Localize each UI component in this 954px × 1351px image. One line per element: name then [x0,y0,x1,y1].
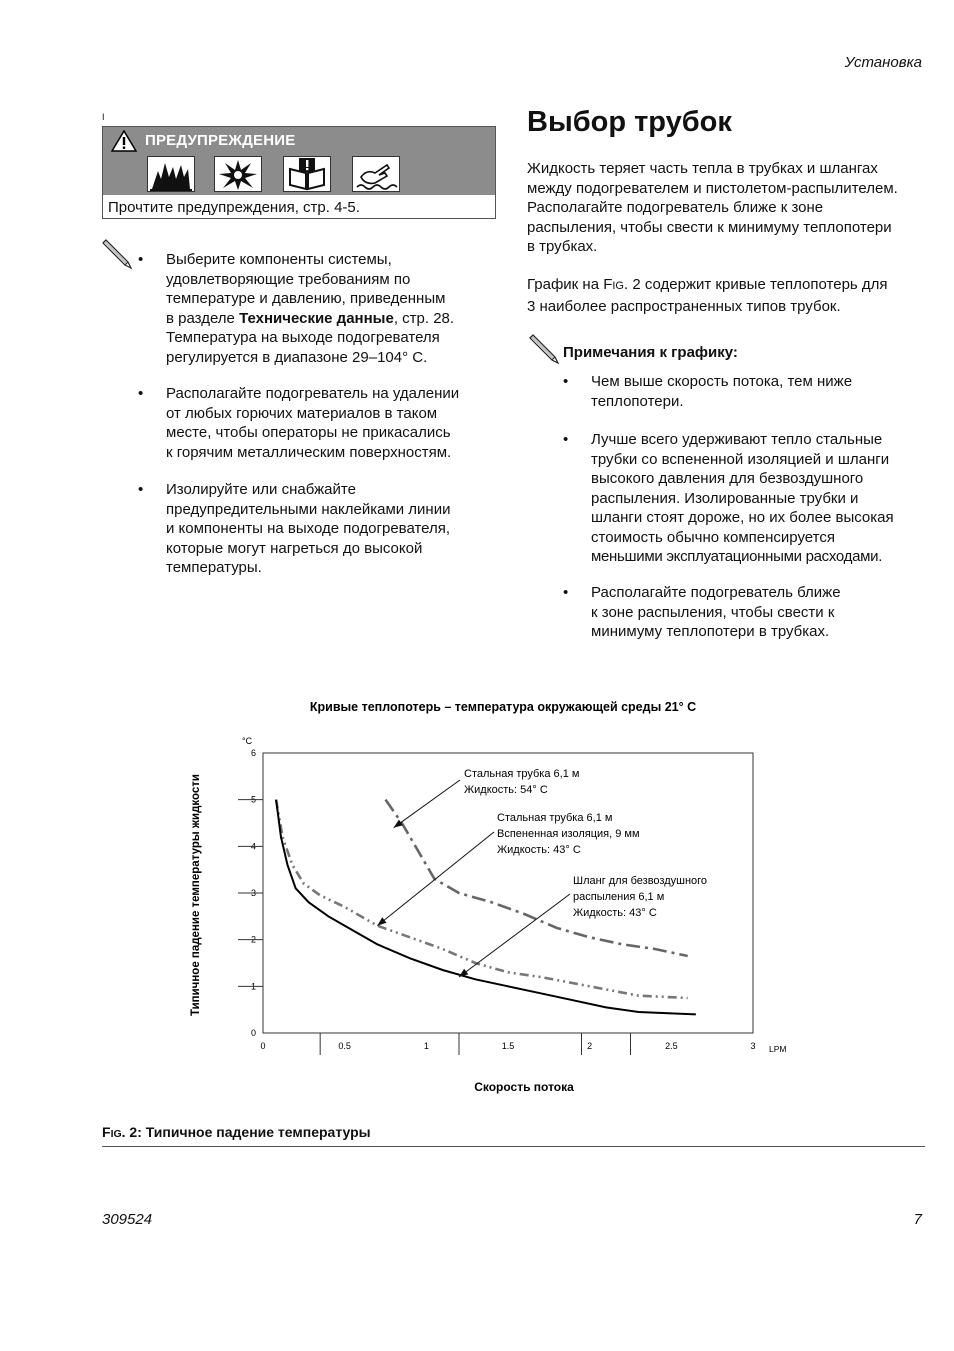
text-line: распыления, чтобы свести к минимуму теплопотери [527,218,892,236]
arrowhead [377,917,386,925]
text-line: Изолируйте или снабжайте [166,481,356,498]
read-manual-icon [283,156,331,192]
intro-paragraph [527,159,898,257]
graph-ref-paragraph [527,275,888,316]
text-line: Жидкость теряет часть тепла в трубках и шлангах [527,160,878,177]
y-axis-label: Типичное падение температуры жидкости [190,774,202,1016]
text-line: удовлетворяющие требованиям по [166,270,411,288]
x-tick-label: 1 [423,1041,429,1051]
annotation-text: Вспененная изоляция, 9 мм [497,828,640,840]
text-line: шланги стоят дороже, но их более высокая [591,509,894,526]
figure-caption: FIG. 2: Типичное падение температуры [102,1124,371,1140]
x-tick-label: 1.5 [501,1041,515,1051]
page-number: 7 [913,1211,922,1228]
y-tick-label: 6 [250,748,256,758]
bullet: • [563,431,569,448]
text-line: и компоненты на выходе подогревателя, [166,520,451,537]
y-tick-label: 4 [250,841,256,852]
warning-title: ПРЕДУПРЕЖДЕНИЕ [145,132,296,149]
text-line: температуры. [166,559,262,576]
text-line: Лучше всего удерживают тепло стальные [591,431,883,448]
text-line: к горячим металлическим поверхностям. [166,443,452,461]
explosion-hazard-icon [214,156,262,192]
x-unit-label: LPM [769,1044,787,1054]
text-line: регулируется в диапазоне 29–104° C. [166,348,428,366]
bullet: • [563,584,569,601]
annotation-text: Стальная трубка 6,1 м [464,768,580,780]
text-line: к зоне распыления, чтобы свести к [591,603,835,621]
text-line: Выберите компоненты системы, [166,251,392,268]
text-line: в разделе Технические данные, стр. 28. [166,309,455,327]
annotation-arrow [394,780,460,828]
text-line: Располагайте подогреватель ближе к зоне [527,199,824,216]
text-line: распыления. Изолированные трубки и [591,489,859,507]
text-line: температуре и давлению, приведенным [166,290,446,307]
bullet: • [138,385,144,402]
doc-number: 309524 [102,1211,153,1228]
section-label: Установка [844,54,922,71]
text-line: между подогревателем и пистолетом-распылителем. [527,179,898,197]
annotation-arrow [377,832,494,926]
arrowhead [394,820,403,828]
y-tick-label: 2 [250,934,256,945]
annotation-text: Жидкость: 43° C [497,844,581,856]
text-line: Располагайте подогреватель на удалении [166,385,460,402]
fire-hazard-icon [147,156,195,192]
pencil-note-icon [527,332,561,366]
list-item [591,583,841,642]
text-line: Температура на выходе подогревателя [166,329,440,346]
warning-triangle-icon [111,130,137,152]
list-item [591,372,852,411]
warning-text: Прочтите предупреждения, стр. 4-5. [108,199,360,216]
annotation-text: Жидкость: 43° C [573,907,657,919]
text-line: предупредительными наклейками линии [166,500,451,518]
y-tick-label: 3 [250,888,256,898]
bullet: • [138,251,144,268]
annotation-text: Стальная трубка 6,1 м [497,812,613,824]
text-line: высокого давления для безвоздушного [591,470,864,487]
warning-box [102,126,496,219]
x-tick-label: 2 [587,1041,593,1051]
y-tick-label: 5 [250,794,256,805]
change-bar-mark: I [102,112,105,122]
text-line: трубки со вспененной изоляцией и шланги [591,450,890,468]
chart-title: Кривые теплопотерь – температура окружающей среды 21° C [309,700,697,714]
annotation-text: распыления 6,1 м [573,891,665,903]
pencil-note-icon [100,237,134,271]
heat-loss-chart [0,680,954,1100]
x-tick-label: 3 [750,1041,756,1051]
text-line: стоимость обычно компенсируется [591,528,835,546]
text-line: в трубках. [527,238,598,255]
bullet: • [563,373,569,390]
text-line: График на FIG. 2 содержит кривые теплопотерь для [527,276,888,293]
x-axis-label: Скорость потока [474,1080,574,1094]
annotation-arrow [459,894,570,977]
page-title: Выбор трубок [527,106,732,138]
list-item [166,480,450,578]
list-item [166,250,454,367]
text-line: теплопотери. [591,392,684,410]
text-line: минимуму теплопотери в трубках. [591,623,830,640]
text-line: Располагайте подогреватель ближе [591,584,841,601]
list-item [591,430,894,567]
y-tick-label: 1 [250,981,256,992]
x-tick-label: 0.5 [338,1041,351,1051]
text-line: меньшими эксплуатационными расходами. [591,548,883,565]
annotation-text: Шланг для безвоздушного [573,875,708,887]
y-tick-label: 0 [250,1028,256,1038]
text-line: месте, чтобы операторы не прикасались [166,424,451,441]
bullet: • [138,481,144,498]
divider [102,1146,925,1147]
warning-header [103,127,495,195]
text-line: Чем выше скорость потока, тем ниже [591,373,853,390]
hot-surface-icon [352,156,400,192]
y-unit-label: °C [242,736,253,746]
x-tick-label: 0 [260,1041,266,1051]
text-line: от любых горючих материалов в таком [166,404,438,422]
notes-title: Примечания к графику: [563,344,738,361]
x-tick-label: 2.5 [665,1041,678,1051]
text-line: которые могут нагреться до высокой [166,539,423,557]
spec-section-ref: Технические данные [239,309,394,327]
list-item [166,384,459,462]
annotation-text: Жидкость: 54° C [464,784,548,796]
text-line: 3 наиболее распространенных типов трубок. [527,297,841,315]
